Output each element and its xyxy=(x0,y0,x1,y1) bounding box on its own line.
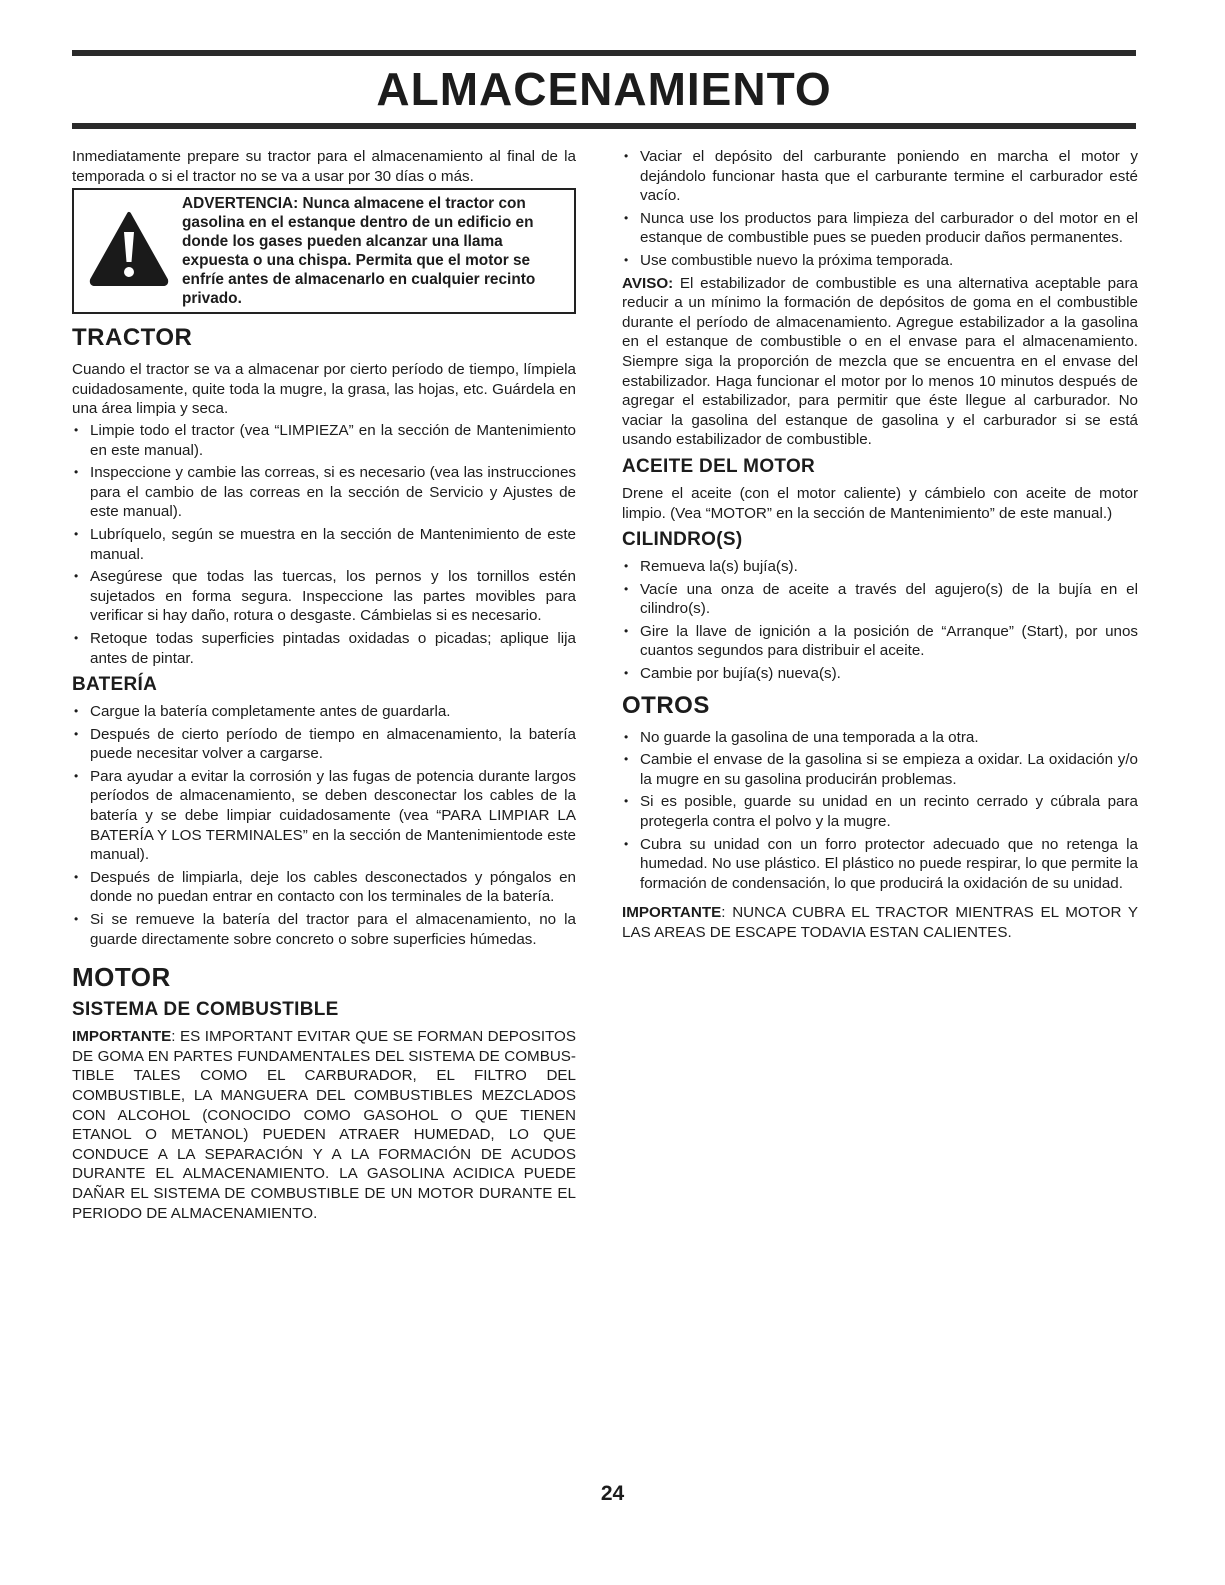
list-item: • Cambie por bujía(s) nueva(s). xyxy=(622,664,1138,684)
list-item: • Después de limpiarla, deje los cables desconectados y póngalos en donde no puedan entrar en contacto con los terminales de la batería. xyxy=(72,868,576,907)
list-item: • Si se remueve la batería del tractor para el almacenamiento, no la guarde directamente sobre concreto o sobre superficies húmedas. xyxy=(72,910,576,949)
list-item: • Vacíe una onza de aceite a través del agujero(s) de la bujía en el cilindro(s). xyxy=(622,580,1138,619)
warning-text: ADVERTENCIA: Nunca almacene el tractor con gasolina en el estanque dentro de un edificio en donde los gases pueden alcanzar una llama expuesta o una chispa. Permita que el motor se enfríe antes de almacenarlo en cualquier recinto privado. xyxy=(182,195,536,308)
otros-heading: OTROS xyxy=(622,691,710,719)
fuel-list xyxy=(622,147,1138,271)
aceite-text: Drene el aceite (con el motor caliente) y cámbielo con aceite de motor limpio. (Vea “MOTOR” en la sección de Mantenimiento” de este manual.) xyxy=(622,484,1138,522)
list-item: • Para ayudar a evitar la corrosión y las fugas de potencia durante largos períodos de almacenamiento, se deben desconectar los cables de la batería y se debe limpiar cuidadosamente (vea “PARA LIMPIAR LA BATERÍA Y LOS TERMINALES” en la sección de Mantenimientode este manual). xyxy=(72,767,576,865)
page-number: 24 xyxy=(600,1482,625,1505)
bateria-heading: BATERÍA xyxy=(72,674,158,696)
list-item: • Si es posible, guarde su unidad en un recinto cerrado y cúbrala para protegerla contra el polvo y la mugre. xyxy=(622,792,1138,831)
aviso-text: El estabilizador de combustible es una alternativa aceptable para reducir a un mínimo la formación de depósitos de goma en el combustible durante el período de almacenamiento. Agregue estabilizador a la gasolina en el estanque de combustible o en el envase para el almacenamiento. Siempre siga la proporción de mezcla que se encuentra en el envase del estabilizador. Haga funcionar el motor por lo menos 10 minutos después de agregar el estabilizador, para permitir que éste llegue al carburador. No vaciar la gasolina del estanque de gasolina y el carburador si se está usando estabilizador de combustible. xyxy=(622,274,1138,449)
important-text: : NUNCA CUBRA EL TRACTOR MIENTRAS EL MOTOR Y LAS AREAS DE ESCAPE TODAVIA ESTAN CALIENTES. xyxy=(622,904,1138,941)
cilindros-list xyxy=(622,557,1138,684)
aceite-heading: ACEITE DEL MOTOR xyxy=(622,455,816,477)
otros-important-paragraph xyxy=(622,903,1138,942)
aviso-paragraph xyxy=(622,274,1138,450)
tractor-list xyxy=(72,421,576,668)
list-item: • Después de cierto período de tiempo en almacenamiento, la batería puede necesitar volver a cargarse. xyxy=(72,725,576,764)
left-column xyxy=(72,147,576,1225)
right-column xyxy=(622,147,1138,945)
warning-box xyxy=(72,188,576,314)
list-item: • Cargue la batería completamente antes de guardarla. xyxy=(72,702,576,722)
otros-list xyxy=(622,728,1138,894)
warning-triangle-icon xyxy=(88,210,170,288)
tractor-heading: TRACTOR xyxy=(72,324,193,352)
important-label: IMPORTANTE xyxy=(72,1028,172,1046)
top-rule xyxy=(72,50,1136,56)
combustible-subheading: SISTEMA DE COMBUSTIBLE xyxy=(72,999,339,1021)
bateria-list xyxy=(72,702,576,949)
list-item: • Cambie el envase de la gasolina si se empieza a oxidar. La oxidación y/o la mugre en su gasolina producirán problemas. xyxy=(622,750,1138,789)
list-item: • Vaciar el depósito del carburante poniendo en marcha el motor y dejándolo funcionar hasta que el carburante termine el carburador esté vacío. xyxy=(622,147,1138,206)
page-title: ALMACENAMIENTO xyxy=(376,63,832,115)
list-item: • Inspeccione y cambie las correas, si es necesario (vea las instrucciones para el cambio de las correas en la sección de Servicio y Ajustes de este manual). xyxy=(72,463,576,522)
list-item: • Limpie todo el tractor (vea “LIMPIEZA” en la sección de Mantenimiento en este manual). xyxy=(72,421,576,460)
title-underline-rule xyxy=(72,123,1136,129)
tractor-intro: Cuando el tractor se va a almacenar por cierto período de tiempo, límpiela cuidadosamente, quite toda la mugre, la grasa, las hojas, etc. Guárdela en una área limpia y seca. xyxy=(72,361,576,418)
list-item: • Cubra su unidad con un forro protector adecuado que no retenga la humedad. No use plástico. El plástico no puede respirar, lo que permite la formación de condensación, lo que producirá la oxidación de su unidad. xyxy=(622,835,1138,894)
list-item: • Lubríquelo, según se muestra en la sección de Mantenimiento de este manual. xyxy=(72,525,576,564)
important-label: IMPORTANTE xyxy=(622,904,722,922)
intro-paragraph: Inmediatamente prepare su tractor para el almacenamiento al final de la temporada o si el tractor no se va a usar por 30 días o más. xyxy=(72,148,576,185)
motor-heading: MOTOR xyxy=(72,962,171,993)
motor-important-paragraph xyxy=(72,1027,576,1223)
list-item: • Nunca use los productos para limpieza del carburador o del motor en el estanque de combustible pues se pueden producir daños permanentes. xyxy=(622,209,1138,248)
aviso-label: AVISO: xyxy=(622,274,674,292)
list-item: • Use combustible nuevo la próxima temporada. xyxy=(622,251,1138,271)
list-item: • Asegúrese que todas las tuercas, los pernos y los tornillos estén sujetados en forma segura. Inspeccione las partes movibles para verificar si hay daño, rotura o desgaste. Cámbielas si es necesario. xyxy=(72,567,576,626)
list-item: • Retoque todas superficies pintadas oxidadas o picadas; aplique lija antes de pintar. xyxy=(72,629,576,668)
cilindros-heading: CILINDRO(S) xyxy=(622,529,743,551)
list-item: • No guarde la gasolina de una temporada a la otra. xyxy=(622,728,1138,748)
important-text: : ES IMPORTANT EVITAR QUE SE FORMAN DEPOSITOS DE GOMA EN PARTES FUNDAMENTALES DEL SISTEMA DE COMBUS-TIBLE TALES COMO EL CARBURADOR, EL FILTRO DEL COMBUSTIBLE, LA MANGUERA DEL COMBUSTIBLES MEZCLADOS CON ALCOHOL (CONOCIDO COMO GASOHOL O QUE TIENEN ETANOL O METANOL) PUEDEN ATRAER HUMEDAD, LO QUE CONDUCE A LA SEPARACIÓN Y A LA FORMACIÓN DE ACUDOS DURANTE EL ALMACENAMIENTO. LA GASOLINA ACIDICA PUEDE DAÑAR EL SISTEMA DE COMBUSTIBLE DE UN MOTOR DURANTE EL PERIODO DE ALMACENAMIENTO. xyxy=(72,1028,576,1222)
list-item: • Remueva la(s) bujía(s). xyxy=(622,557,1138,577)
list-item: • Gire la llave de ignición a la posición de “Arranque” (Start), por unos cuantos segundos para distribuir el aceite. xyxy=(622,622,1138,661)
